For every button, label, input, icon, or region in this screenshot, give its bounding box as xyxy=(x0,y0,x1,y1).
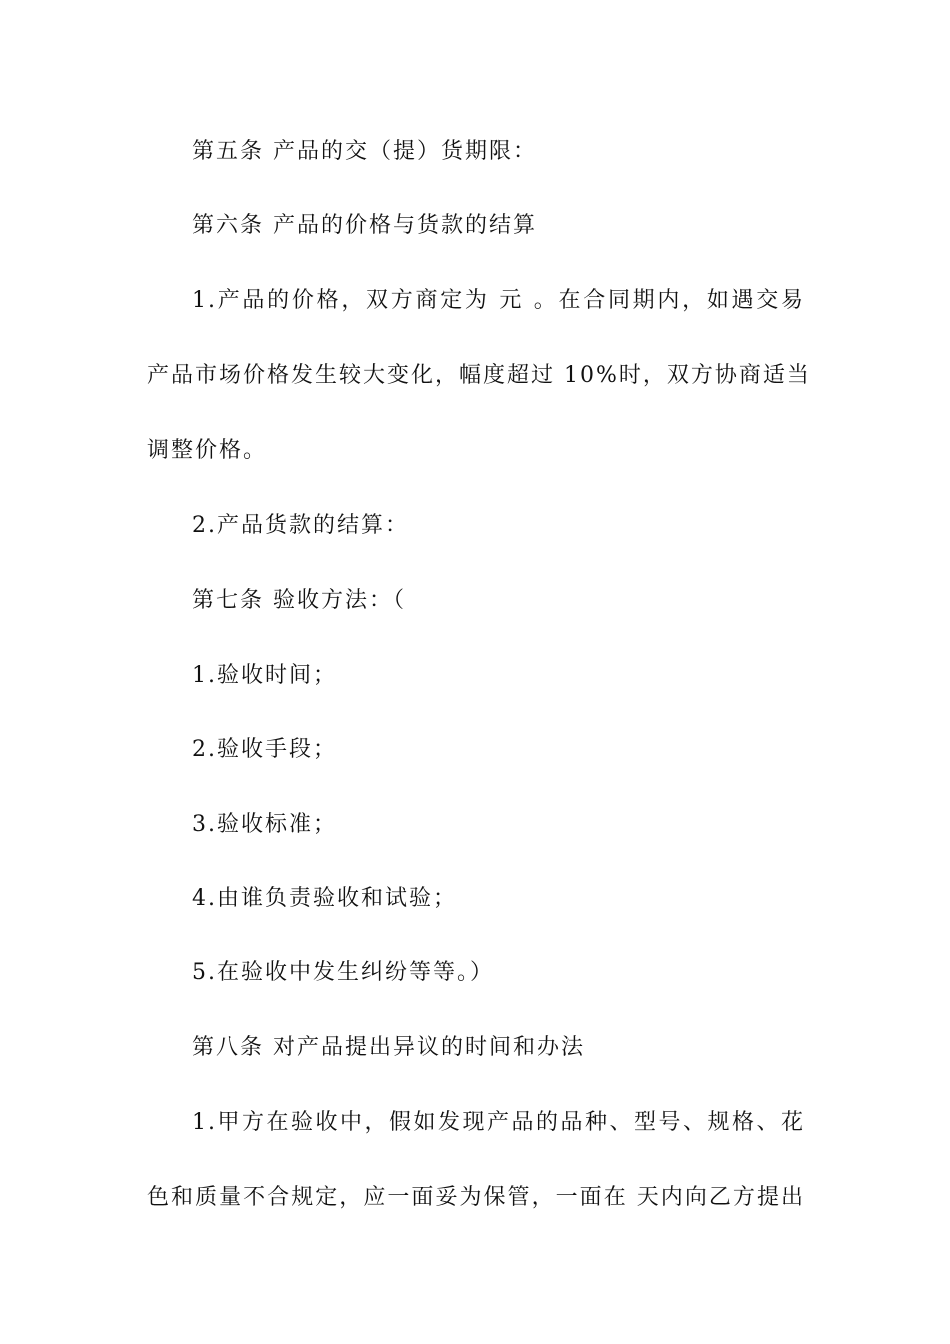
list-item: 5.在验收中发生纠纷等等。） xyxy=(192,960,494,985)
list-item: 3.验收标准； xyxy=(192,812,337,837)
paragraph-line: 产品市场价格发生较大变化，幅度超过 10%时，双方协商适当 xyxy=(147,363,811,388)
paragraph-line: 1.甲方在验收中，假如发现产品的品种、型号、规格、花 xyxy=(192,1110,805,1135)
paragraph-line: 1.产品的价格，双方商定为 元 。在合同期内，如遇交易 xyxy=(192,288,805,313)
list-item: 4.由谁负责验收和试验； xyxy=(192,886,457,911)
list-item: 1.验收时间； xyxy=(192,663,337,688)
paragraph-line: 调整价格。 xyxy=(147,438,268,463)
article-7-heading: 第七条 验收方法：（ xyxy=(192,588,406,613)
article-8-heading: 第八条 对产品提出异议的时间和办法 xyxy=(192,1035,585,1060)
article-6-heading: 第六条 产品的价格与货款的结算 xyxy=(192,213,537,238)
paragraph-line: 色和质量不合规定，应一面妥为保管，一面在 天内向乙方提出 xyxy=(147,1185,805,1210)
article-5-heading: 第五条 产品的交（提）货期限： xyxy=(192,139,537,164)
list-item: 2.产品货款的结算： xyxy=(192,513,409,538)
list-item: 2.验收手段； xyxy=(192,737,337,762)
